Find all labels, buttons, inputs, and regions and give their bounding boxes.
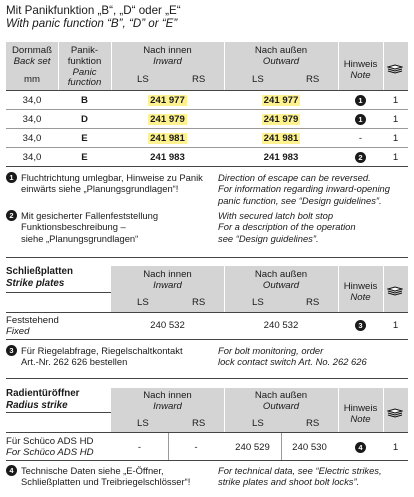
section-title-de: Radientüröffner — [6, 388, 80, 399]
col-outward-en: Outward — [262, 401, 300, 412]
cell-backset: 34,0 — [22, 114, 42, 125]
note-circle-icon: 1 — [355, 114, 366, 125]
col-inward-en: Inward — [153, 401, 182, 412]
col-note-en: Note — [350, 414, 371, 425]
col-outward-de: Nach außen — [254, 390, 308, 401]
cell-inward-artno: 241 981 — [150, 133, 185, 144]
footnote-text: For bolt monitoring, order — [218, 345, 324, 356]
cell-backset: 34,0 — [22, 95, 42, 106]
col-backset-unit: mm — [24, 74, 40, 85]
col-inward-en: Inward — [153, 280, 182, 291]
cell-function: E — [81, 133, 88, 144]
cell-qty: 1 — [392, 320, 399, 331]
note-circle-icon: 3 — [355, 320, 366, 331]
note-circle-icon: 2 — [355, 152, 366, 163]
col-outward-en: Outward — [262, 56, 300, 67]
cell-label-en: For Schüco ADS HD — [6, 447, 94, 458]
footnote-text: panic function, see “Design guidelines”. — [218, 194, 382, 206]
note-circle-icon: 4 — [6, 465, 17, 476]
col-note-de: Hinweis — [343, 281, 378, 292]
cell-label-de: Feststehend — [6, 315, 59, 326]
footnote-4-en — [218, 465, 412, 488]
footnote-text: see “Design guidelines”. — [218, 232, 319, 244]
footnote-text: With secured latch bolt stop — [218, 210, 334, 221]
footnote-text: Direction of escape can be reversed. — [218, 172, 371, 183]
cell-inward-artno: 241 979 — [150, 114, 185, 125]
cell-function: E — [81, 152, 88, 163]
note-circle-icon: 2 — [6, 210, 17, 221]
col-note-en: Note — [350, 70, 371, 81]
col-outward-de: Nach außen — [254, 45, 308, 56]
cell-backset: 34,0 — [22, 133, 42, 144]
cell-inward-rs: - — [194, 442, 198, 453]
cell-function: B — [81, 95, 88, 106]
footnote-text: Art.-Nr. 262 626 bestellen — [21, 356, 128, 368]
col-outward-de: Nach außen — [254, 269, 308, 280]
cell-outward-rs: 240 530 — [292, 442, 327, 453]
cell-outward-artno: 241 979 — [263, 114, 299, 125]
cell-qty: 1 — [392, 152, 399, 163]
cell-outward-artno: 240 532 — [263, 320, 299, 331]
section-title-strike — [6, 266, 73, 290]
footnote-2-en — [218, 210, 412, 244]
cell-qty: 1 — [392, 133, 399, 144]
col-inward-de: Nach innen — [143, 269, 192, 280]
section-title-en: Strike plates — [6, 277, 65, 289]
note-circle-icon: 1 — [355, 95, 366, 106]
cell-function: D — [81, 114, 88, 125]
col-inward-ls: LS — [137, 418, 149, 429]
col-outward-en: Outward — [262, 280, 300, 291]
col-inward-de: Nach innen — [143, 45, 192, 56]
col-note-de: Hinweis — [343, 59, 378, 70]
cell-qty: 1 — [392, 442, 399, 453]
book-stack-icon — [387, 286, 403, 296]
section-title-en: Radius strike — [6, 399, 68, 411]
footnote-text: siehe „Planungsgrundlagen“ — [21, 232, 139, 244]
cell-outward-artno: 241 977 — [263, 95, 299, 106]
col-inward-rs: RS — [192, 297, 206, 308]
section-title-de: Schließplatten — [6, 266, 73, 277]
cell-outward-artno: 241 981 — [263, 133, 299, 144]
cell-qty: 1 — [392, 114, 399, 125]
cell-inward-ls: - — [137, 442, 142, 453]
cell-outward-ls: 240 529 — [235, 442, 270, 453]
cell-inward-artno: 241 977 — [150, 95, 185, 106]
footnote-text: Technische Daten siehe „E-Öffner, — [21, 465, 164, 476]
footnote-2 — [6, 210, 211, 244]
cell-backset: 34,0 — [22, 152, 42, 163]
footnote-1 — [6, 172, 211, 195]
col-inward-en: Inward — [153, 56, 182, 67]
book-stack-icon — [387, 64, 403, 74]
col-panic-de2: funktion — [67, 56, 102, 67]
footnote-text: einwärts siehe „Planungsgrundlagen“! — [21, 183, 179, 195]
col-inward-de: Nach innen — [143, 390, 192, 401]
cell-qty: 1 — [392, 95, 399, 106]
section-title-radius — [6, 388, 79, 412]
col-outward-ls: LS — [252, 74, 264, 85]
col-outward-rs: RS — [306, 74, 320, 85]
cell-label-en: Fixed — [6, 326, 30, 337]
col-inward-rs: RS — [192, 418, 206, 429]
footnote-text: Fluchtrichtung umlegbar, Hinweise zu Panik — [21, 172, 203, 183]
cell-label-de: Für Schüco ADS HD — [6, 436, 94, 447]
footnote-3-en — [218, 345, 412, 368]
page-title: Mit Panikfunktion „B“, „D“ oder „E“ — [6, 4, 181, 17]
cell-inward-artno: 240 532 — [150, 320, 185, 331]
footnote-4 — [6, 465, 216, 488]
col-outward-rs: RS — [306, 418, 320, 429]
footnote-1-en — [218, 172, 412, 206]
col-panic-en2: function — [67, 77, 102, 88]
note-circle-icon: 3 — [6, 345, 17, 356]
col-inward-rs: RS — [192, 74, 206, 85]
footnote-text: Schließplatten und Treibriegelschlösser“! — [21, 476, 191, 488]
col-backset-en: Back set — [13, 56, 51, 67]
page-subtitle: With panic function “B”, “D” or “E” — [6, 17, 178, 30]
cell-inward-artno: 241 983 — [150, 152, 185, 163]
col-note-en: Note — [350, 292, 371, 303]
cell-note: - — [358, 133, 363, 144]
col-outward-ls: LS — [252, 418, 264, 429]
cell-outward-artno: 241 983 — [263, 152, 299, 163]
col-outward-rs: RS — [306, 297, 320, 308]
col-outward-ls: LS — [252, 297, 264, 308]
col-inward-ls: LS — [137, 74, 149, 85]
footnote-text: For a description of the operation — [218, 221, 356, 233]
footnote-3 — [6, 345, 216, 368]
footnote-text: Für Riegelabfrage, Riegelschaltkontakt — [21, 345, 183, 356]
col-backset-de: Dornmaß — [12, 45, 52, 56]
col-inward-ls: LS — [137, 297, 149, 308]
col-panic-de1: Panik- — [70, 45, 99, 56]
note-circle-icon: 1 — [6, 172, 17, 183]
footnote-text: lock contact switch Art. No. 262 626 — [218, 356, 367, 368]
book-stack-icon — [387, 408, 403, 418]
col-note-de: Hinweis — [343, 403, 378, 414]
note-circle-icon: 4 — [355, 442, 366, 453]
footnote-text: Funktionsbeschreibung – — [21, 221, 126, 233]
footnote-text: For technical data, see “Electric strikes, — [218, 465, 382, 476]
footnote-text: Mit gesicherter Fallenfeststellung — [21, 210, 159, 221]
footnote-text: For information regarding inward-opening — [218, 183, 390, 195]
footnote-text: strike plates and shoot bolt locks”. — [218, 476, 360, 488]
col-panic-en1: Panic — [72, 67, 97, 78]
